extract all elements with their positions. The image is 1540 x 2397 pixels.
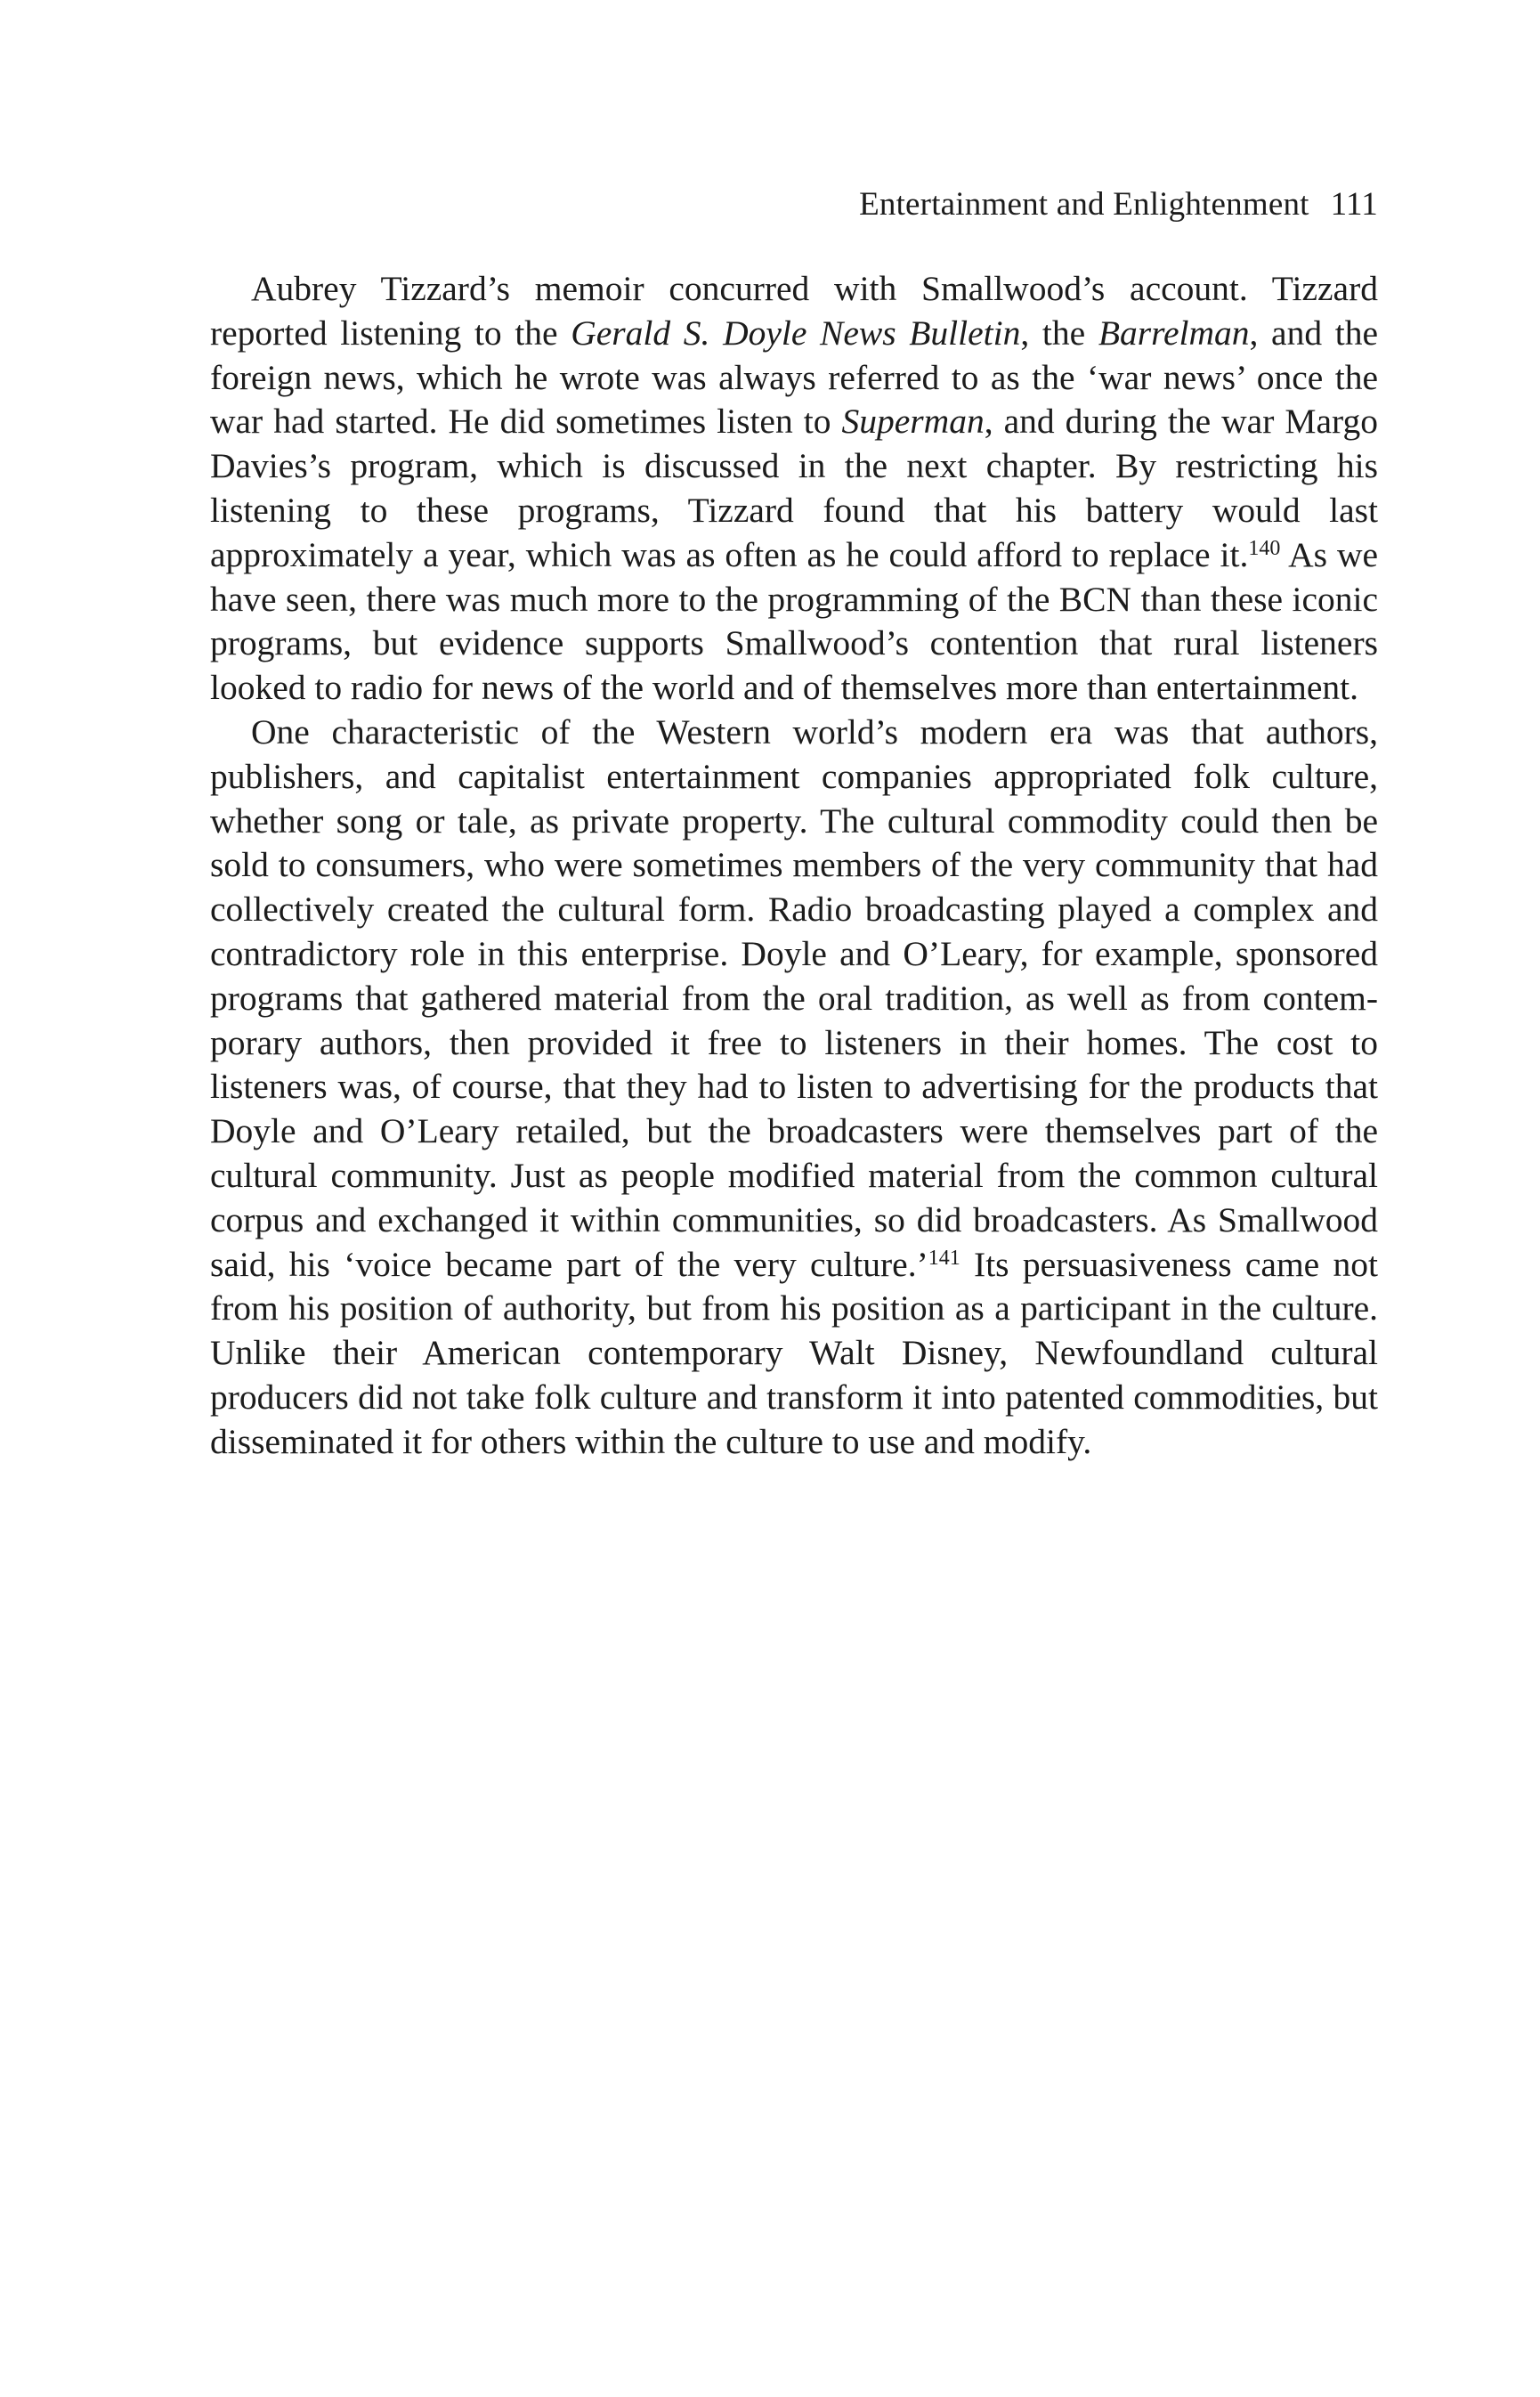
paragraph-2: [210, 711, 1378, 1465]
paragraph-2-text-1: One characteristic of the Western world’s modern era was that authors, publishers, and capitalist entertainment companies appropriated folk culture, whether song or tale, as private property. The cultural commodity could then be sold to consumers, who were sometimes members of the very community that had collectively created the cultural form. Radio broadcasting played a complex and contradictory role in this enterprise. Doyle and O’Leary, for example, sponsored programs that gathered material from the oral tradition, as well as from contemporary authors, then provided it free to listeners in their homes. The cost to listeners was, of course, that they had to listen to advertising for the products that Doyle and O’Leary retailed, but the broadcasters were themselves part of the cultural community. Just as people modified material from the common cultural corpus and exchanged it within communities, so did broadcasters. As Smallwood said, his ‘voice became part of the very culture.’: [210, 711, 1378, 1284]
paragraph-1-text-4: , and during the war Margo Davies’s program, which is discussed in the next chapter. By restricting his listening to these programs, Tizzard found that his battery would last approximately a year, which was as often as he could afford to replace it.: [210, 402, 1378, 574]
paragraph-1-text-3: , and the foreign news, which he wrote was always referred to as the ‘war news’ once the war had started. He did sometimes listen to: [210, 313, 1379, 442]
footnote-ref-140: 140: [1248, 536, 1281, 560]
paragraph-2-text-2: Its persuasiveness came not from his position of authority, but from his position as a participant in the culture. Unlike their American contemporary Walt Disney, Newfoundland cultural producers did not take folk culture and transform it into patented commodities, but disseminated it for others within the culture to use and modify.: [210, 1244, 1378, 1461]
title-superman: Superman: [841, 402, 985, 442]
paragraph-1-text-5: As we have seen, there was much more to the programming of the BCN than these iconic programs, but evidence supports Smallwood’s contention that rural listeners looked to radio for news of the world and of themselves more than entertainment.: [210, 534, 1378, 708]
page-number: 111: [1330, 186, 1378, 223]
title-gerald-s-doyle-news-bulletin: Gerald S. Doyle News Bulletin: [571, 313, 1021, 353]
title-barrelman: Barrelman: [1098, 313, 1250, 353]
paragraph-1-text-1: Aubrey Tizzard’s memoir concurred with Smallwood’s account. Tizzard reported listening to the: [210, 269, 1378, 353]
paragraph-1: [210, 267, 1378, 711]
running-head: [859, 185, 1378, 223]
paragraph-1-text-2: , the: [1020, 313, 1098, 353]
running-head-title: Entertainment and Enlightenment: [859, 186, 1309, 223]
body-text: [210, 267, 1378, 1465]
footnote-ref-141: 141: [928, 1246, 960, 1270]
